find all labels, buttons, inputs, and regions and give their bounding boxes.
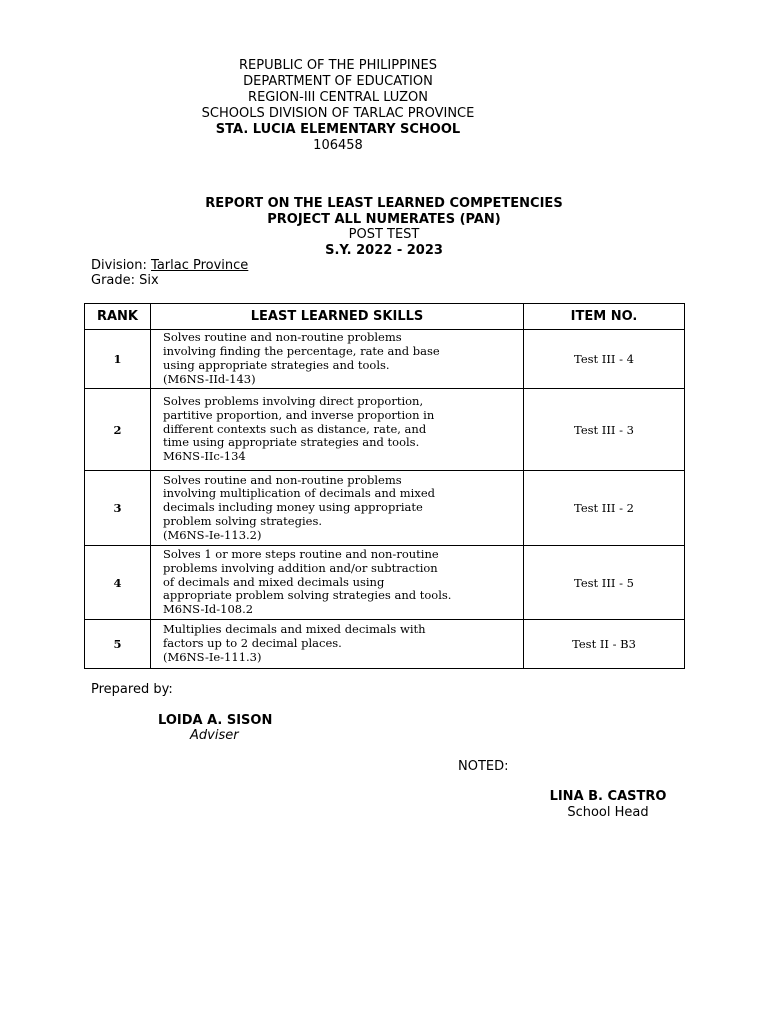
- header-region: REGION-III CENTRAL LUZON: [248, 90, 428, 105]
- rank-cell: 2: [85, 389, 151, 471]
- rank-cell: 3: [85, 471, 151, 546]
- noted-label: NOTED:: [458, 759, 509, 774]
- skill-line: using appropriate strategies and tools.: [163, 358, 390, 372]
- header-school-id: 106458: [313, 138, 363, 153]
- skill-cell: [151, 620, 524, 669]
- column-header-rank: RANK: [85, 304, 151, 330]
- grade-label: Grade:: [91, 273, 136, 288]
- skill-line: Solves 1 or more steps routine and non-routine: [163, 547, 439, 561]
- table-row: [85, 330, 685, 389]
- skill-line: Solves problems involving direct proportion,: [163, 394, 424, 408]
- item-no-cell: Test III - 5: [524, 546, 685, 620]
- report-meta: [91, 258, 248, 288]
- skill-cell: [151, 546, 524, 620]
- least-learned-table: [84, 303, 685, 669]
- item-no-cell: Test II - B3: [524, 620, 685, 669]
- school-head-name: LINA B. CASTRO: [549, 789, 667, 804]
- report-title-block: [0, 196, 768, 258]
- table-row: [85, 546, 685, 620]
- skill-line: involving multiplication of decimals and mixed: [163, 486, 436, 501]
- header-department: DEPARTMENT OF EDUCATION: [243, 74, 433, 89]
- rank-cell: 5: [85, 620, 151, 669]
- skill-cell: [151, 330, 524, 389]
- skill-line: time using appropriate strategies and tools.: [163, 435, 420, 450]
- adviser-role: Adviser: [190, 728, 239, 743]
- skill-line: appropriate problem solving strategies and tools.: [163, 588, 452, 603]
- skill-line: Solves routine and non-routine problems: [163, 472, 402, 487]
- item-no-cell: Test III - 4: [524, 330, 685, 389]
- rank-cell: 1: [85, 330, 151, 389]
- report-title: REPORT ON THE LEAST LEARNED COMPETENCIES: [205, 196, 563, 211]
- school-head-role: School Head: [567, 805, 649, 820]
- skill-line: Multiplies decimals and mixed decimals with: [163, 622, 426, 637]
- skill-line: (M6NS-Ie-111.3): [163, 649, 262, 664]
- header-division: SCHOOLS DIVISION OF TARLAC PROVINCE: [201, 106, 475, 121]
- skill-cell: [151, 389, 524, 471]
- column-header-item-no: ITEM NO.: [524, 304, 685, 330]
- skill-line: factors up to 2 decimal places.: [163, 636, 342, 651]
- skill-line: (M6NS-Ie-113.2): [163, 527, 262, 542]
- grade-value: Six: [139, 273, 159, 288]
- skill-line: partitive proportion, and inverse proportion in: [163, 407, 435, 422]
- skill-line: problems involving addition and/or subtraction: [163, 560, 438, 575]
- skill-line: different contexts such as distance, rate, and: [163, 421, 427, 436]
- column-header-skills: LEAST LEARNED SKILLS: [151, 304, 524, 330]
- table-row: [85, 620, 685, 669]
- adviser-signature-block: [158, 713, 272, 743]
- item-no-cell: Test III - 3: [524, 389, 685, 471]
- report-test-type: POST TEST: [348, 227, 420, 242]
- prepared-by-label: Prepared by:: [91, 682, 173, 697]
- table-row: [85, 389, 685, 471]
- item-no-cell: Test III - 2: [524, 471, 685, 546]
- header-republic: REPUBLIC OF THE PHILIPPINES: [239, 58, 437, 73]
- grade-line: [91, 273, 248, 288]
- skill-line: (M6NS-IId-143): [163, 371, 256, 386]
- adviser-name: LOIDA A. SISON: [158, 713, 273, 728]
- skill-line: problem solving strategies.: [163, 513, 322, 528]
- table-row: [85, 471, 685, 546]
- skill-line: M6NS-IIc-134: [163, 449, 246, 464]
- division-line: [91, 258, 248, 273]
- report-school-year: S.Y. 2022 - 2023: [325, 242, 443, 258]
- skill-cell: [151, 471, 524, 546]
- rank-cell: 4: [85, 546, 151, 620]
- skill-line: decimals including money using appropriate: [163, 500, 423, 515]
- skill-line: M6NS-Id-108.2: [163, 602, 254, 617]
- division-label: Division:: [91, 258, 147, 273]
- division-value: Tarlac Province: [151, 258, 249, 273]
- skill-line: of decimals and mixed decimals using: [163, 574, 385, 589]
- skill-line: involving finding the percentage, rate and base: [163, 344, 440, 359]
- table-header-row: [85, 304, 685, 330]
- skill-line: Solves routine and non-routine problems: [163, 330, 402, 345]
- school-head-signature-block: [540, 789, 676, 821]
- header-school-name: STA. LUCIA ELEMENTARY SCHOOL: [215, 122, 461, 137]
- report-project: PROJECT ALL NUMERATES (PAN): [267, 211, 501, 227]
- letterhead: [0, 58, 676, 154]
